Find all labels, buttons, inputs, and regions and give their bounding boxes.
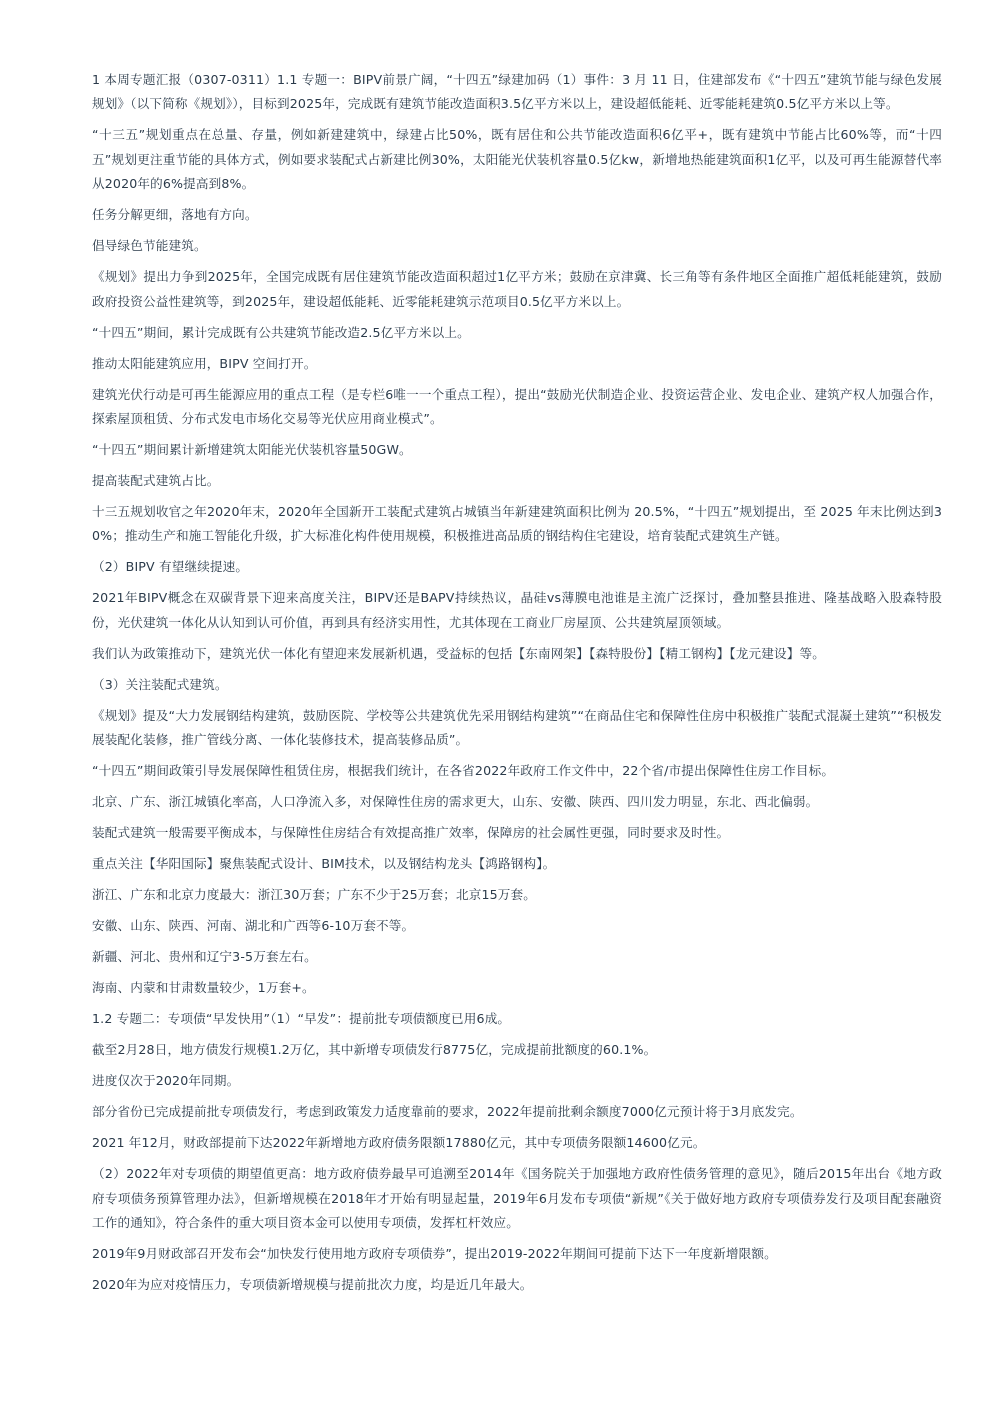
paragraph-31: 2019年9月财政部召开发布会“加快发行使用地方政府专项债券”，提出2019-2022年期间可提前下达下一年度新增限额。 bbox=[92, 1246, 777, 1262]
paragraph-7: 推动太阳能建筑应用，BIPV 空间打开。 bbox=[92, 355, 317, 371]
paragraph-26: 截至2月28日，地方债发行规模1.2万亿，其中新增专项债发行8775亿，完成提前批额度的60.1%。 bbox=[92, 1042, 657, 1058]
paragraph-32: 2020年为应对疫情压力，专项债新增规模与提前批次力度，均是近几年最大。 bbox=[92, 1277, 533, 1293]
paragraph-29: 2021 年12月，财政部提前下达2022年新增地方政府债务限额17880亿元，其中专项债务限额14600亿元。 bbox=[92, 1135, 706, 1151]
paragraph-22: 安徽、山东、陕西、河南、湖北和广西等6-10万套不等。 bbox=[92, 918, 415, 934]
paragraph-23: 新疆、河北、贵州和辽宁3-5万套左右。 bbox=[92, 949, 317, 965]
paragraph-20: 重点关注【华阳国际】聚焦装配式设计、BIM技术，以及钢结构龙头【鸿路钢构】。 bbox=[92, 856, 556, 872]
paragraph-24: 海南、内蒙和甘肃数量较少，1万套+。 bbox=[92, 980, 315, 996]
paragraph-25: 1.2 专题二：专项债“早发快用”（1）“早发”：提前批专项债额度已用6成。 bbox=[92, 1011, 511, 1027]
paragraph-3: 任务分解更细，落地有方向。 bbox=[92, 207, 258, 223]
paragraph-17: “十四五”期间政策引导发展保障性租赁住房，根据我们统计，在各省2022年政府工作文件中，22个省/市提出保障性住房工作目标。 bbox=[92, 763, 835, 779]
paragraph-19: 装配式建筑一般需要平衡成本，与保障性住房结合有效提高推广效率，保障房的社会属性更强，同时要求及时性。 bbox=[92, 825, 730, 841]
paragraph-9: “十四五”期间累计新增建筑太阳能光伏装机容量50GW。 bbox=[92, 442, 412, 458]
paragraph-4: 倡导绿色节能建筑。 bbox=[92, 238, 207, 254]
paragraph-30: （2）2022年对专项债的期望值更高：地方政府债券最早可追溯至2014年《国务院关于加强地方政府性债务管理的意见》，随后2015年出台《地方政府专项债务预算管理办法》，但新增规模在2018年才开始有明显起量，2019年6月发布专项债“新规”《关于做好地方政府专项债券发行及项目配套融资工作的通知》，符合条件的重大项目资本金可以使用专项债，发挥杠杆效应。 bbox=[92, 1166, 942, 1231]
paragraph-10: 提高装配式建筑占比。 bbox=[92, 473, 220, 489]
paragraph-28: 部分省份已完成提前批专项债发行，考虑到政策发力适度靠前的要求，2022年提前批剩余额度7000亿元预计将于3月底发完。 bbox=[92, 1104, 803, 1120]
paragraph-18: 北京、广东、浙江城镇化率高，人口净流入多，对保障性住房的需求更大，山东、安徽、陕西、四川发力明显，东北、西北偏弱。 bbox=[92, 794, 819, 810]
paragraph-11: 十三五规划收官之年2020年末，2020年全国新开工装配式建筑占城镇当年新建建筑面积比例为 20.5%，“十四五”规划提出，至 2025 年末比例达到30%；推动生产和施工智能化升级，扩大标准化构件使用规模，积极推进高品质的钢结构住宅建设，培育装配式建筑生产链。 bbox=[92, 504, 942, 544]
paragraph-2: “十三五”规划重点在总量、存量，例如新建建筑中，绿建占比50%，既有居住和公共节能改造面积6亿平+，既有建筑中节能占比60%等，而“十四五”规划更注重节能的具体方式，例如要求装配式占新建比例30%，太阳能光伏装机容量0.5亿kw，新增地热能建筑面积1亿平，以及可再生能源替代率从2020年的6%提高到8%。 bbox=[92, 127, 942, 192]
paragraph-12: （2）BIPV 有望继续提速。 bbox=[92, 559, 249, 575]
paragraph-14: 我们认为政策推动下，建筑光伏一体化有望迎来发展新机遇，受益标的包括【东南网架】【森特股份】【精工钢构】【龙元建设】等。 bbox=[92, 645, 825, 661]
paragraph-5: 《规划》提出力争到2025年，全国完成既有居住建筑节能改造面积超过1亿平方米；鼓励在京津冀、长三角等有条件地区全面推广超低耗能建筑，鼓励政府投资公益性建筑等，到2025年，建设超低能耗、近零能耗建筑示范项目0.5亿平方米以上。 bbox=[92, 269, 942, 309]
paragraph-13: 2021年BIPV概念在双碳背景下迎来高度关注，BIPV还是BAPV持续热议，晶硅vs薄膜电池谁是主流广泛探讨，叠加整县推进、隆基战略入股森特股份，光伏建筑一体化从认知到认可价值，再到具有经济实用性，尤其体现在工商业厂房屋顶、公共建筑屋顶领域。 bbox=[92, 590, 942, 630]
paragraph-8: 建筑光伏行动是可再生能源应用的重点工程（是专栏6唯一一个重点工程），提出“鼓励光伏制造企业、投资运营企业、发电企业、建筑产权人加强合作，探索屋顶租赁、分布式发电市场化交易等光伏应用商业模式”。 bbox=[92, 386, 942, 427]
paragraph-6: “十四五”期间，累计完成既有公共建筑节能改造2.5亿平方米以上。 bbox=[92, 324, 470, 340]
paragraph-1: 1 本周专题汇报（0307-0311）1.1 专题一：BIPV前景广阔，“十四五”绿建加码（1）事件：3 月 11 日，住建部发布《“十四五”建筑节能与绿色发展规划》（以下简称《规划》），目标到2025年，完成既有建筑节能改造面积3.5亿平方米以上，建设超低能耗、近零能耗建筑0.5亿平方米以上等。 bbox=[92, 72, 942, 112]
paragraph-16: 《规划》提及“大力发展钢结构建筑，鼓励医院、学校等公共建筑优先采用钢结构建筑”“在商品住宅和保障性住房中积极推广装配式混凝土建筑”“积极发展装配化装修，推广管线分离、一体化装修技术，提高装修品质”。 bbox=[92, 707, 942, 748]
paragraph-15: （3）关注装配式建筑。 bbox=[92, 676, 228, 692]
paragraph-21: 浙江、广东和北京力度最大：浙江30万套；广东不少于25万套；北京15万套。 bbox=[92, 887, 537, 903]
paragraph-27: 进度仅次于2020年同期。 bbox=[92, 1073, 240, 1089]
